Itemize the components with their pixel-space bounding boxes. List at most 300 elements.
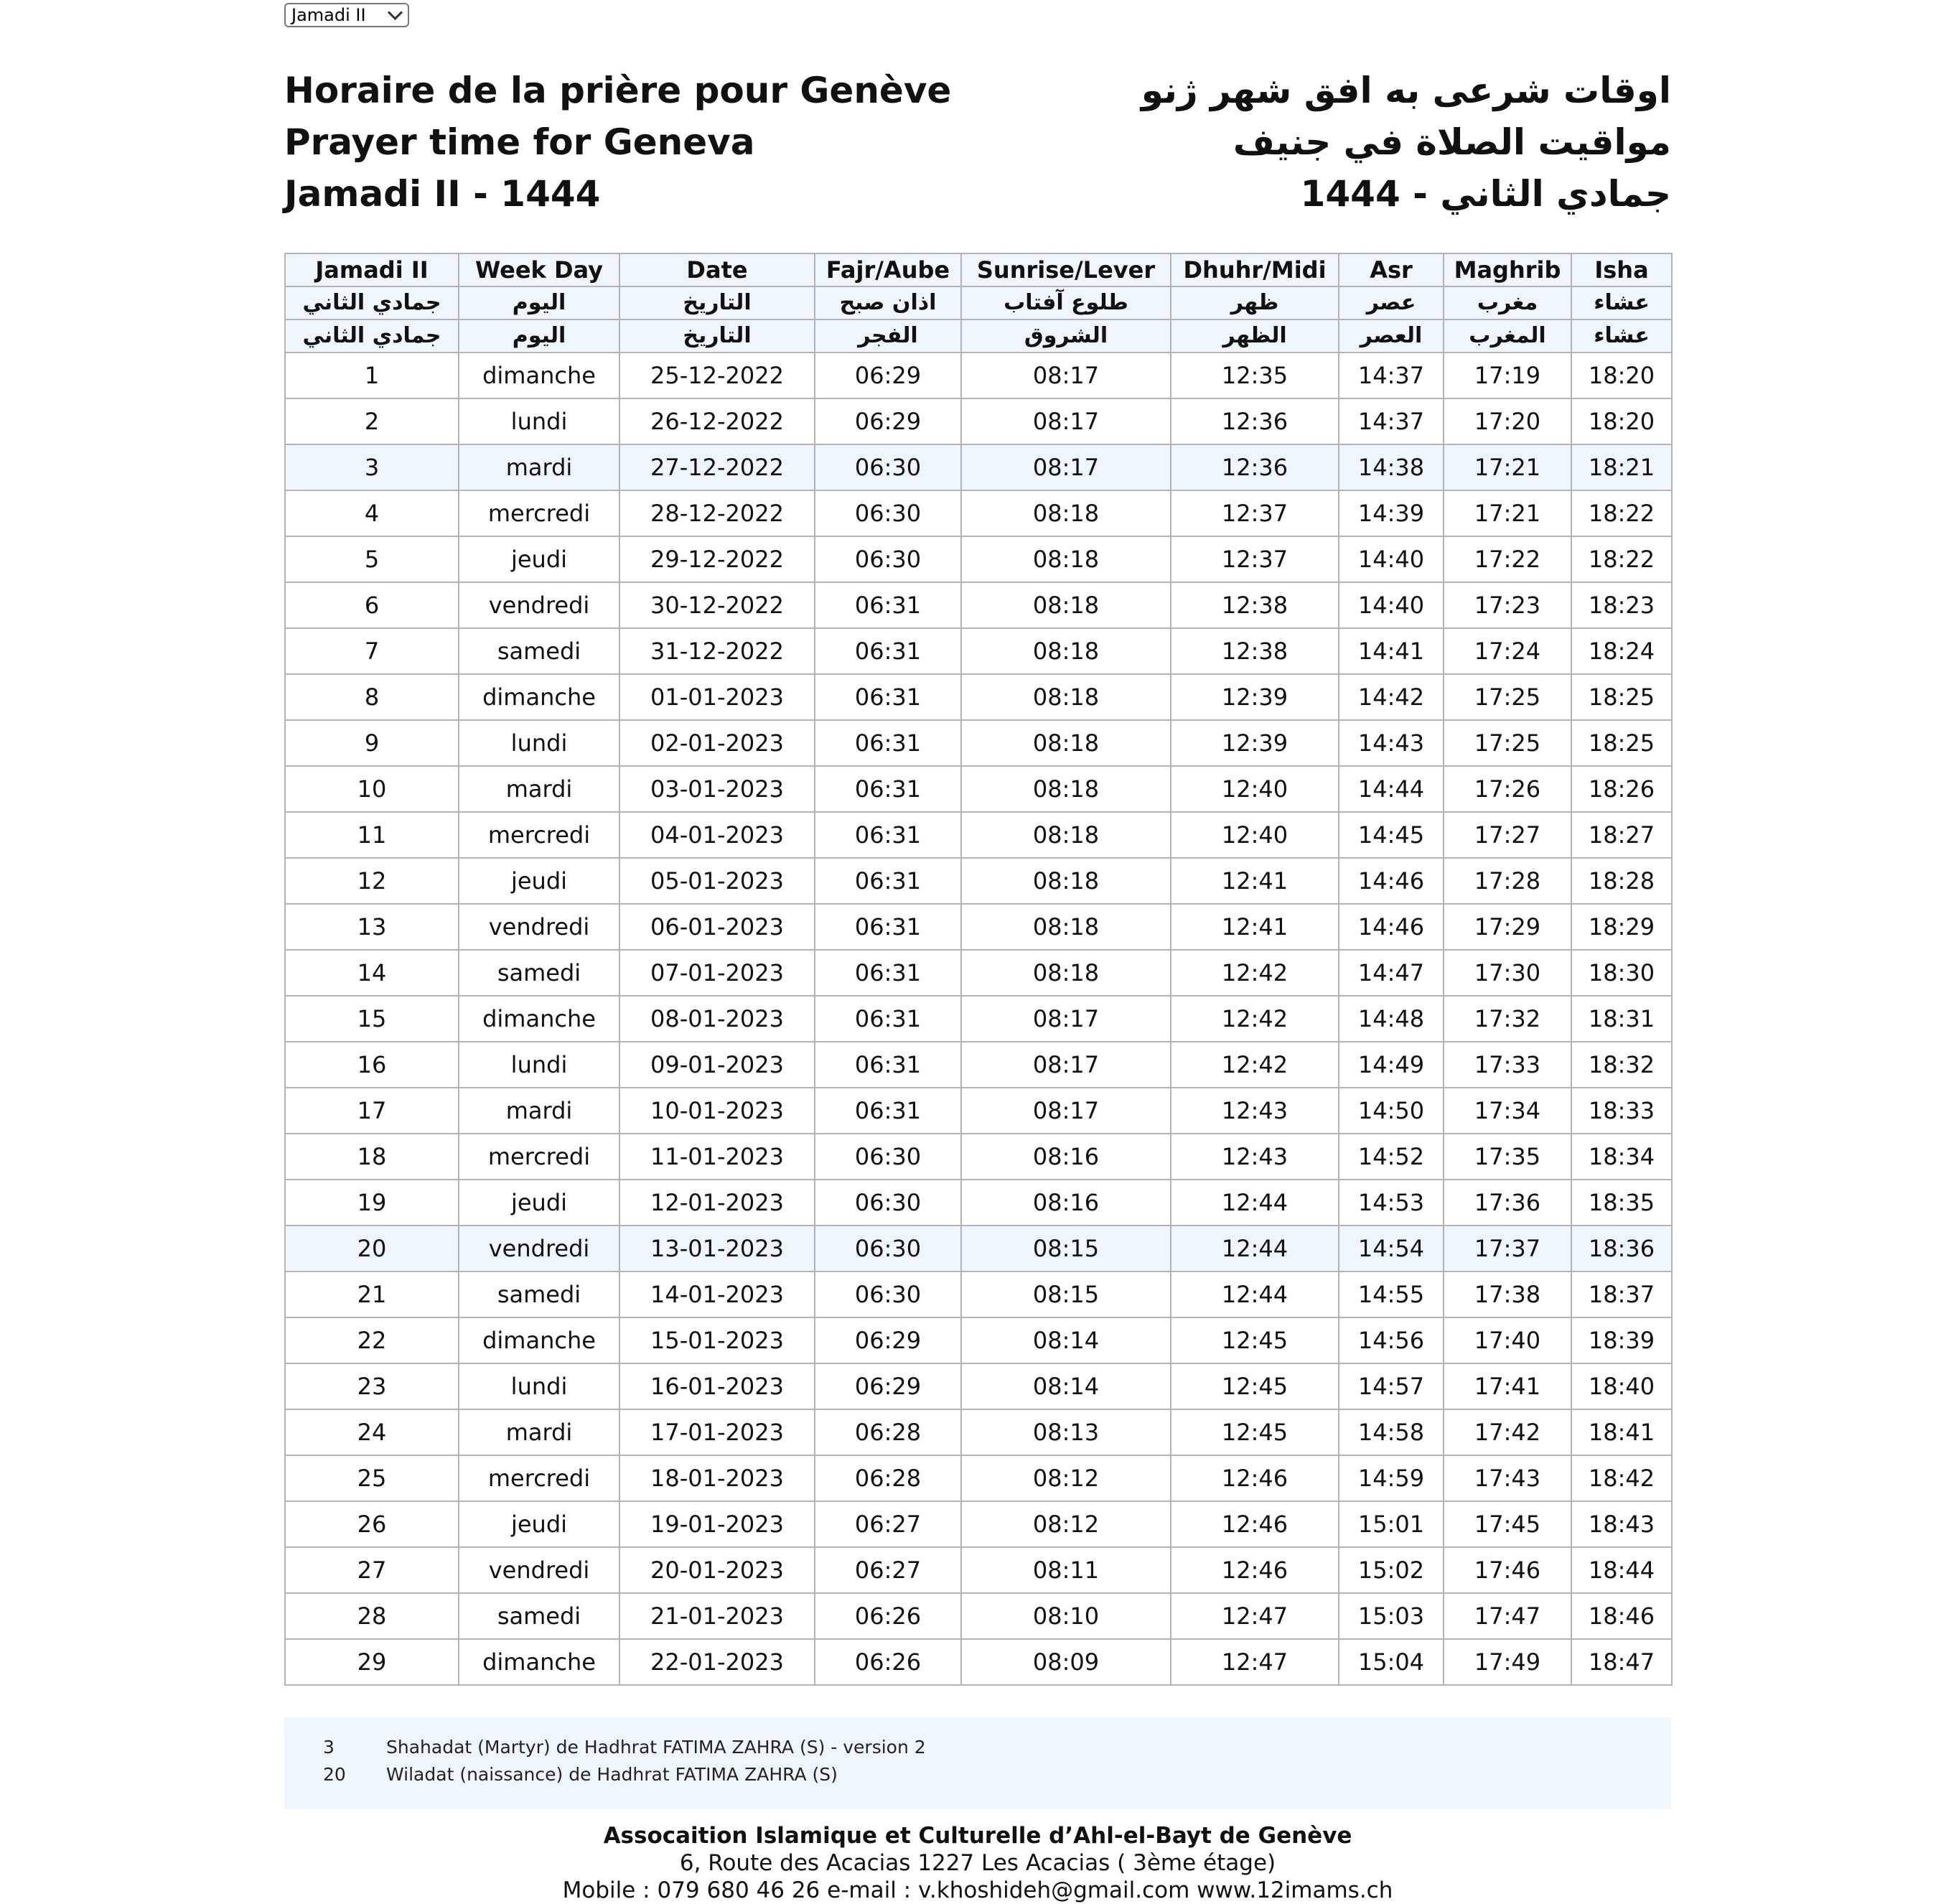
- note-item: [323, 1735, 926, 1760]
- cell-week-day: mercredi: [459, 490, 619, 536]
- cell-fajr: 06:30: [815, 1226, 961, 1271]
- cell-week-day: jeudi: [459, 1501, 619, 1547]
- cell-isha: 18:41: [1571, 1409, 1672, 1455]
- cell-hijri-day: 3: [285, 444, 459, 490]
- cell-maghrib: 17:40: [1444, 1317, 1571, 1363]
- cell-sunrise: 08:17: [961, 996, 1171, 1042]
- cell-asr: 14:38: [1339, 444, 1444, 490]
- cell-maghrib: 17:45: [1444, 1501, 1571, 1547]
- cell-fajr: 06:26: [815, 1593, 961, 1639]
- cell-isha: 18:26: [1571, 766, 1672, 812]
- table-row: [285, 398, 1672, 444]
- cell-dhuhr: 12:38: [1171, 628, 1339, 674]
- cell-week-day: dimanche: [459, 674, 619, 720]
- cell-isha: 18:28: [1571, 858, 1672, 904]
- cell-sunrise: 08:18: [961, 720, 1171, 766]
- cell-fajr: 06:31: [815, 720, 961, 766]
- cell-isha: 18:32: [1571, 1042, 1672, 1088]
- cell-fajr: 06:28: [815, 1455, 961, 1501]
- cell-sunrise: 08:18: [961, 904, 1171, 950]
- note-text: Shahadat (Martyr) de Hadhrat FATIMA ZAHRA (S) - version 2: [386, 1737, 926, 1758]
- table-row: [285, 1409, 1672, 1455]
- cell-maghrib: 17:25: [1444, 674, 1571, 720]
- header-ar-col-fajr: الفجر: [815, 319, 961, 353]
- cell-hijri-day: 23: [285, 1363, 459, 1409]
- cell-hijri-day: 18: [285, 1134, 459, 1180]
- cell-hijri-day: 27: [285, 1547, 459, 1593]
- header-row-fa: [285, 286, 1672, 319]
- cell-hijri-day: 13: [285, 904, 459, 950]
- cell-dhuhr: 12:47: [1171, 1593, 1339, 1639]
- header-en-col-asr: Asr: [1339, 253, 1444, 286]
- header-fa-col-hijri-day: جمادي الثاني: [285, 286, 459, 319]
- cell-isha: 18:29: [1571, 904, 1672, 950]
- cell-asr: 14:40: [1339, 536, 1444, 582]
- table-row: [285, 904, 1672, 950]
- cell-date: 18-01-2023: [619, 1455, 815, 1501]
- header-en-col-fajr: Fajr/Aube: [815, 253, 961, 286]
- cell-date: 25-12-2022: [619, 353, 815, 398]
- header-en-col-sunrise: Sunrise/Lever: [961, 253, 1171, 286]
- cell-week-day: dimanche: [459, 353, 619, 398]
- header-fa-col-date: التاريخ: [619, 286, 815, 319]
- cell-dhuhr: 12:43: [1171, 1088, 1339, 1134]
- cell-sunrise: 08:18: [961, 812, 1171, 858]
- cell-maghrib: 17:38: [1444, 1271, 1571, 1317]
- cell-fajr: 06:30: [815, 1134, 961, 1180]
- cell-hijri-day: 28: [285, 1593, 459, 1639]
- table-row: [285, 674, 1672, 720]
- cell-dhuhr: 12:40: [1171, 766, 1339, 812]
- cell-date: 08-01-2023: [619, 996, 815, 1042]
- cell-date: 12-01-2023: [619, 1180, 815, 1226]
- title-en: Prayer time for Geneva: [284, 121, 755, 163]
- table-row: [285, 582, 1672, 628]
- cell-hijri-day: 14: [285, 950, 459, 996]
- cell-hijri-day: 6: [285, 582, 459, 628]
- table-row: [285, 996, 1672, 1042]
- cell-dhuhr: 12:43: [1171, 1134, 1339, 1180]
- cell-sunrise: 08:11: [961, 1547, 1171, 1593]
- cell-week-day: mercredi: [459, 1134, 619, 1180]
- cell-hijri-day: 21: [285, 1271, 459, 1317]
- cell-week-day: dimanche: [459, 1639, 619, 1685]
- cell-maghrib: 17:26: [1444, 766, 1571, 812]
- cell-maghrib: 17:46: [1444, 1547, 1571, 1593]
- header-row-ar: [285, 319, 1672, 353]
- cell-hijri-day: 1: [285, 353, 459, 398]
- cell-maghrib: 17:37: [1444, 1226, 1571, 1271]
- cell-hijri-day: 11: [285, 812, 459, 858]
- cell-hijri-day: 22: [285, 1317, 459, 1363]
- cell-date: 19-01-2023: [619, 1501, 815, 1547]
- cell-sunrise: 08:18: [961, 582, 1171, 628]
- cell-dhuhr: 12:47: [1171, 1639, 1339, 1685]
- cell-sunrise: 08:12: [961, 1501, 1171, 1547]
- header-ar-col-maghrib: المغرب: [1444, 319, 1571, 353]
- table-body: [285, 353, 1672, 1685]
- cell-maghrib: 17:27: [1444, 812, 1571, 858]
- cell-fajr: 06:31: [815, 996, 961, 1042]
- cell-date: 09-01-2023: [619, 1042, 815, 1088]
- cell-asr: 14:52: [1339, 1134, 1444, 1180]
- table-row: [285, 1042, 1672, 1088]
- cell-maghrib: 17:47: [1444, 1593, 1571, 1639]
- table-row: [285, 1180, 1672, 1226]
- prayer-times-table: [284, 253, 1673, 1686]
- cell-dhuhr: 12:36: [1171, 398, 1339, 444]
- cell-fajr: 06:31: [815, 1042, 961, 1088]
- header-fa-col-dhuhr: ظهر: [1171, 286, 1339, 319]
- cell-fajr: 06:31: [815, 674, 961, 720]
- header-fa-col-fajr: اذان صبح: [815, 286, 961, 319]
- cell-asr: 15:03: [1339, 1593, 1444, 1639]
- cell-asr: 15:04: [1339, 1639, 1444, 1685]
- table-row: [285, 1455, 1672, 1501]
- table-row: [285, 858, 1672, 904]
- footer-address: 6, Route des Acacias 1227 Les Acacias ( 3ème étage): [679, 1850, 1276, 1876]
- cell-date: 27-12-2022: [619, 444, 815, 490]
- cell-date: 20-01-2023: [619, 1547, 815, 1593]
- cell-asr: 14:49: [1339, 1042, 1444, 1088]
- cell-week-day: mercredi: [459, 1455, 619, 1501]
- cell-isha: 18:37: [1571, 1271, 1672, 1317]
- header-fa-col-sunrise: طلوع آفتاب: [961, 286, 1171, 319]
- cell-hijri-day: 16: [285, 1042, 459, 1088]
- cell-hijri-day: 17: [285, 1088, 459, 1134]
- header-ar-col-isha: عشاء: [1571, 319, 1672, 353]
- cell-date: 06-01-2023: [619, 904, 815, 950]
- header-fa-col-asr: عصر: [1339, 286, 1444, 319]
- footer-contact: Mobile : 079 680 46 26 e-mail : v.khoshideh@gmail.com www.12imams.ch: [562, 1877, 1393, 1903]
- cell-isha: 18:24: [1571, 628, 1672, 674]
- cell-fajr: 06:30: [815, 1271, 961, 1317]
- header-en-col-date: Date: [619, 253, 815, 286]
- cell-maghrib: 17:19: [1444, 353, 1571, 398]
- cell-sunrise: 08:13: [961, 1409, 1171, 1455]
- cell-isha: 18:47: [1571, 1639, 1672, 1685]
- cell-dhuhr: 12:42: [1171, 996, 1339, 1042]
- table-row: [285, 1317, 1672, 1363]
- title-fr: Horaire de la prière pour Genève: [284, 70, 952, 111]
- table-row: [285, 950, 1672, 996]
- table-row: [285, 812, 1672, 858]
- note-item: [323, 1762, 838, 1788]
- cell-asr: 14:58: [1339, 1409, 1444, 1455]
- cell-fajr: 06:30: [815, 536, 961, 582]
- cell-fajr: 06:28: [815, 1409, 961, 1455]
- cell-sunrise: 08:12: [961, 1455, 1171, 1501]
- cell-sunrise: 08:16: [961, 1134, 1171, 1180]
- table-header: [285, 253, 1672, 353]
- table-row: [285, 766, 1672, 812]
- cell-sunrise: 08:15: [961, 1226, 1171, 1271]
- cell-dhuhr: 12:46: [1171, 1501, 1339, 1547]
- cell-asr: 14:59: [1339, 1455, 1444, 1501]
- cell-week-day: jeudi: [459, 858, 619, 904]
- header-ar-col-asr: العصر: [1339, 319, 1444, 353]
- cell-dhuhr: 12:39: [1171, 720, 1339, 766]
- cell-dhuhr: 12:39: [1171, 674, 1339, 720]
- cell-dhuhr: 12:35: [1171, 353, 1339, 398]
- cell-date: 01-01-2023: [619, 674, 815, 720]
- cell-maghrib: 17:43: [1444, 1455, 1571, 1501]
- cell-asr: 14:50: [1339, 1088, 1444, 1134]
- cell-week-day: mardi: [459, 1088, 619, 1134]
- cell-isha: 18:25: [1571, 720, 1672, 766]
- month-select-value: Jamadi II: [291, 5, 366, 25]
- cell-dhuhr: 12:45: [1171, 1363, 1339, 1409]
- cell-asr: 14:57: [1339, 1363, 1444, 1409]
- cell-dhuhr: 12:45: [1171, 1317, 1339, 1363]
- table-row: [285, 628, 1672, 674]
- header-en-col-week-day: Week Day: [459, 253, 619, 286]
- chevron-down-icon: [388, 5, 403, 20]
- cell-hijri-day: 25: [285, 1455, 459, 1501]
- cell-asr: 14:44: [1339, 766, 1444, 812]
- cell-date: 17-01-2023: [619, 1409, 815, 1455]
- cell-maghrib: 17:30: [1444, 950, 1571, 996]
- cell-hijri-day: 15: [285, 996, 459, 1042]
- cell-asr: 15:02: [1339, 1547, 1444, 1593]
- cell-fajr: 06:29: [815, 398, 961, 444]
- header-en-col-isha: Isha: [1571, 253, 1672, 286]
- cell-fajr: 06:31: [815, 812, 961, 858]
- cell-dhuhr: 12:41: [1171, 858, 1339, 904]
- latin-titles: [284, 65, 951, 220]
- cell-maghrib: 17:20: [1444, 398, 1571, 444]
- cell-sunrise: 08:14: [961, 1363, 1171, 1409]
- cell-asr: 15:01: [1339, 1501, 1444, 1547]
- cell-week-day: mardi: [459, 1409, 619, 1455]
- cell-hijri-day: 20: [285, 1226, 459, 1271]
- cell-date: 04-01-2023: [619, 812, 815, 858]
- cell-asr: 14:45: [1339, 812, 1444, 858]
- cell-dhuhr: 12:44: [1171, 1226, 1339, 1271]
- cell-sunrise: 08:18: [961, 766, 1171, 812]
- cell-sunrise: 08:17: [961, 1088, 1171, 1134]
- header-en-col-dhuhr: Dhuhr/Midi: [1171, 253, 1339, 286]
- cell-sunrise: 08:14: [961, 1317, 1171, 1363]
- cell-date: 26-12-2022: [619, 398, 815, 444]
- cell-hijri-day: 8: [285, 674, 459, 720]
- arabic-titles: [1141, 65, 1671, 220]
- table-row: [285, 1593, 1672, 1639]
- cell-week-day: lundi: [459, 1042, 619, 1088]
- cell-week-day: vendredi: [459, 1226, 619, 1271]
- header-en-col-hijri-day: Jamadi II: [285, 253, 459, 286]
- footer: [284, 1822, 1671, 1904]
- cell-week-day: mardi: [459, 766, 619, 812]
- cell-fajr: 06:30: [815, 1180, 961, 1226]
- cell-asr: 14:43: [1339, 720, 1444, 766]
- cell-date: 11-01-2023: [619, 1134, 815, 1180]
- cell-dhuhr: 12:46: [1171, 1547, 1339, 1593]
- cell-maghrib: 17:23: [1444, 582, 1571, 628]
- header-ar-col-dhuhr: الظهر: [1171, 319, 1339, 353]
- cell-week-day: samedi: [459, 1593, 619, 1639]
- cell-dhuhr: 12:44: [1171, 1271, 1339, 1317]
- month-select[interactable]: [284, 3, 409, 27]
- cell-asr: 14:39: [1339, 490, 1444, 536]
- cell-sunrise: 08:17: [961, 1042, 1171, 1088]
- table-row: [285, 1271, 1672, 1317]
- cell-sunrise: 08:17: [961, 398, 1171, 444]
- cell-hijri-day: 24: [285, 1409, 459, 1455]
- cell-fajr: 06:29: [815, 353, 961, 398]
- cell-isha: 18:44: [1571, 1547, 1672, 1593]
- cell-hijri-day: 10: [285, 766, 459, 812]
- cell-asr: 14:42: [1339, 674, 1444, 720]
- header-ar-col-sunrise: الشروق: [961, 319, 1171, 353]
- cell-dhuhr: 12:44: [1171, 1180, 1339, 1226]
- cell-fajr: 06:31: [815, 766, 961, 812]
- cell-fajr: 06:27: [815, 1501, 961, 1547]
- cell-isha: 18:23: [1571, 582, 1672, 628]
- cell-asr: 14:48: [1339, 996, 1444, 1042]
- cell-sunrise: 08:18: [961, 490, 1171, 536]
- cell-maghrib: 17:22: [1444, 536, 1571, 582]
- cell-isha: 18:46: [1571, 1593, 1672, 1639]
- table-row: [285, 1501, 1672, 1547]
- cell-maghrib: 17:49: [1444, 1639, 1571, 1685]
- cell-fajr: 06:30: [815, 490, 961, 536]
- cell-asr: 14:54: [1339, 1226, 1444, 1271]
- table-row: [285, 444, 1672, 490]
- table-row: [285, 353, 1672, 398]
- cell-isha: 18:33: [1571, 1088, 1672, 1134]
- cell-dhuhr: 12:45: [1171, 1409, 1339, 1455]
- cell-asr: 14:37: [1339, 353, 1444, 398]
- table-row: [285, 1639, 1672, 1685]
- cell-date: 30-12-2022: [619, 582, 815, 628]
- cell-maghrib: 17:24: [1444, 628, 1571, 674]
- cell-hijri-day: 2: [285, 398, 459, 444]
- title-block: [284, 65, 1671, 215]
- cell-hijri-day: 29: [285, 1639, 459, 1685]
- cell-isha: 18:22: [1571, 490, 1672, 536]
- cell-dhuhr: 12:38: [1171, 582, 1339, 628]
- cell-isha: 18:25: [1571, 674, 1672, 720]
- cell-sunrise: 08:17: [961, 444, 1171, 490]
- cell-fajr: 06:31: [815, 628, 961, 674]
- cell-week-day: samedi: [459, 1271, 619, 1317]
- header-ar-col-week-day: اليوم: [459, 319, 619, 353]
- cell-fajr: 06:30: [815, 444, 961, 490]
- cell-date: 02-01-2023: [619, 720, 815, 766]
- cell-dhuhr: 12:41: [1171, 904, 1339, 950]
- title-fa: اوقات شرعی به افق شهر ژنو: [1141, 70, 1671, 111]
- cell-sunrise: 08:18: [961, 536, 1171, 582]
- cell-asr: 14:53: [1339, 1180, 1444, 1226]
- header-ar-col-date: التاريخ: [619, 319, 815, 353]
- cell-hijri-day: 12: [285, 858, 459, 904]
- cell-maghrib: 17:29: [1444, 904, 1571, 950]
- cell-asr: 14:46: [1339, 904, 1444, 950]
- cell-maghrib: 17:36: [1444, 1180, 1571, 1226]
- table-row: [285, 1226, 1672, 1271]
- note-text: Wiladat (naissance) de Hadhrat FATIMA ZAHRA (S): [386, 1764, 838, 1785]
- cell-asr: 14:41: [1339, 628, 1444, 674]
- cell-fajr: 06:31: [815, 950, 961, 996]
- cell-hijri-day: 19: [285, 1180, 459, 1226]
- notes-panel: [284, 1717, 1671, 1809]
- cell-week-day: vendredi: [459, 1547, 619, 1593]
- cell-fajr: 06:31: [815, 582, 961, 628]
- header-fa-col-week-day: اليوم: [459, 286, 619, 319]
- cell-date: 15-01-2023: [619, 1317, 815, 1363]
- cell-week-day: dimanche: [459, 1317, 619, 1363]
- cell-isha: 18:21: [1571, 444, 1672, 490]
- cell-isha: 18:27: [1571, 812, 1672, 858]
- table-row: [285, 720, 1672, 766]
- cell-week-day: jeudi: [459, 1180, 619, 1226]
- cell-fajr: 06:31: [815, 1088, 961, 1134]
- cell-maghrib: 17:35: [1444, 1134, 1571, 1180]
- cell-week-day: lundi: [459, 398, 619, 444]
- cell-sunrise: 08:10: [961, 1593, 1171, 1639]
- cell-dhuhr: 12:36: [1171, 444, 1339, 490]
- cell-fajr: 06:31: [815, 858, 961, 904]
- cell-week-day: mardi: [459, 444, 619, 490]
- cell-date: 10-01-2023: [619, 1088, 815, 1134]
- title-month-year: Jamadi II - 1444: [284, 173, 601, 215]
- cell-sunrise: 08:15: [961, 1271, 1171, 1317]
- cell-isha: 18:20: [1571, 398, 1672, 444]
- cell-isha: 18:35: [1571, 1180, 1672, 1226]
- cell-sunrise: 08:17: [961, 353, 1171, 398]
- cell-maghrib: 17:25: [1444, 720, 1571, 766]
- cell-date: 13-01-2023: [619, 1226, 815, 1271]
- table-row: [285, 490, 1672, 536]
- cell-dhuhr: 12:40: [1171, 812, 1339, 858]
- footer-org: Assocaition Islamique et Culturelle d’Ahl-el-Bayt de Genève: [603, 1823, 1352, 1849]
- cell-isha: 18:31: [1571, 996, 1672, 1042]
- cell-isha: 18:34: [1571, 1134, 1672, 1180]
- cell-dhuhr: 12:42: [1171, 1042, 1339, 1088]
- cell-date: 31-12-2022: [619, 628, 815, 674]
- cell-isha: 18:22: [1571, 536, 1672, 582]
- cell-week-day: vendredi: [459, 582, 619, 628]
- cell-week-day: jeudi: [459, 536, 619, 582]
- header-fa-col-isha: عشاء: [1571, 286, 1672, 319]
- cell-date: 14-01-2023: [619, 1271, 815, 1317]
- cell-dhuhr: 12:37: [1171, 490, 1339, 536]
- cell-week-day: mercredi: [459, 812, 619, 858]
- cell-date: 21-01-2023: [619, 1593, 815, 1639]
- cell-fajr: 06:26: [815, 1639, 961, 1685]
- cell-fajr: 06:29: [815, 1317, 961, 1363]
- cell-isha: 18:20: [1571, 353, 1672, 398]
- cell-week-day: vendredi: [459, 904, 619, 950]
- cell-maghrib: 17:28: [1444, 858, 1571, 904]
- cell-hijri-day: 5: [285, 536, 459, 582]
- cell-fajr: 06:31: [815, 904, 961, 950]
- cell-dhuhr: 12:42: [1171, 950, 1339, 996]
- cell-maghrib: 17:21: [1444, 490, 1571, 536]
- cell-date: 22-01-2023: [619, 1639, 815, 1685]
- cell-asr: 14:56: [1339, 1317, 1444, 1363]
- cell-isha: 18:36: [1571, 1226, 1672, 1271]
- cell-sunrise: 08:18: [961, 674, 1171, 720]
- cell-asr: 14:40: [1339, 582, 1444, 628]
- cell-sunrise: 08:18: [961, 628, 1171, 674]
- cell-date: 07-01-2023: [619, 950, 815, 996]
- cell-fajr: 06:29: [815, 1363, 961, 1409]
- cell-maghrib: 17:41: [1444, 1363, 1571, 1409]
- cell-isha: 18:30: [1571, 950, 1672, 996]
- cell-date: 05-01-2023: [619, 858, 815, 904]
